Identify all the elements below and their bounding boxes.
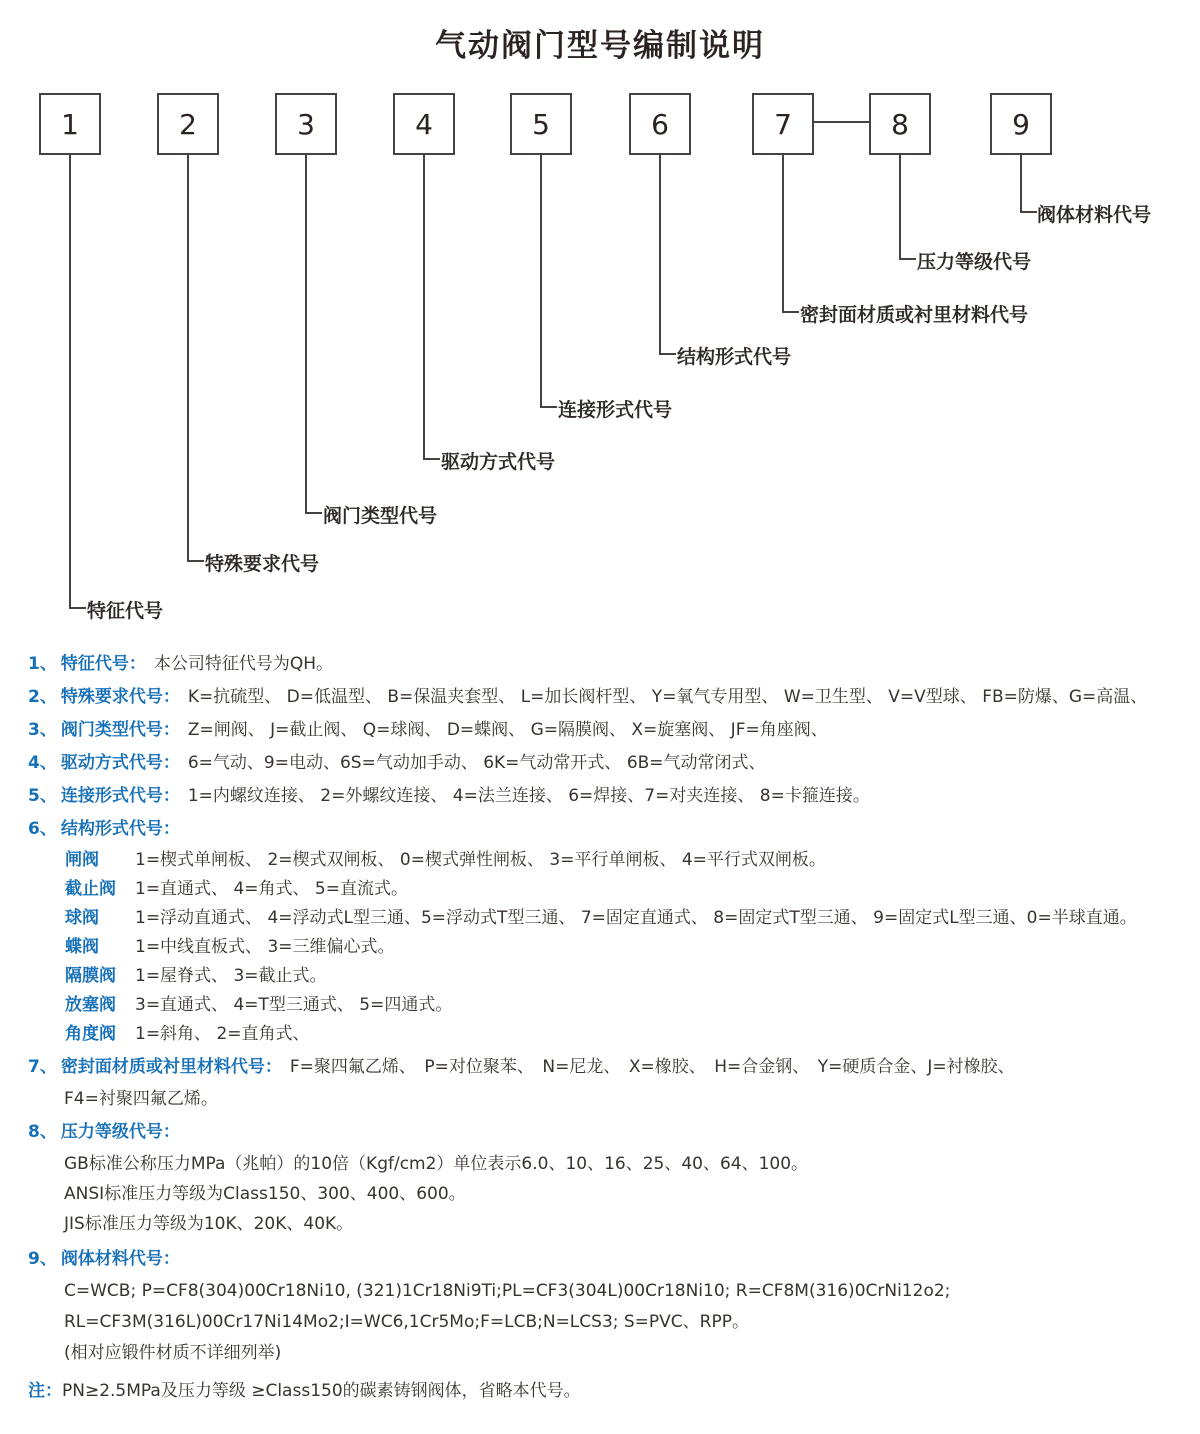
section-8-line-gb: GB标准公称压力MPa（兆帕）的10倍（Kgf/cm2）单位表示6.0、10、16、25、40、64、100。 [64, 1154, 809, 1174]
structure-row-globe-valve [28, 875, 1190, 904]
leader-line-6 [659, 155, 676, 355]
footer-note [28, 1375, 1190, 1408]
section-6-rows [28, 846, 1190, 1049]
section-8-line-jis: JIS标准压力等级为10K、20K、40K。 [64, 1214, 354, 1234]
section-6-number: 6、 [28, 819, 57, 839]
code-box-6: 6 [629, 93, 691, 155]
code-box-3: 3 [275, 93, 337, 155]
section-4-title: 驱动方式代号： [60, 753, 180, 773]
note-content: PN≥2.5MPa及压力等级 ≥Class150的碳素铸钢阀体，省略本代号。 [62, 1381, 581, 1401]
section-6-header [28, 813, 1190, 846]
leader-line-2 [187, 155, 204, 562]
section-2-number: 2、 [28, 687, 57, 707]
section-7-number: 7、 [28, 1057, 57, 1077]
structure-row-diaphragm-valve [28, 962, 1190, 991]
section-5-content: 1=内螺纹连接、 2=外螺纹连接、 4=法兰连接、 6=焊接、7=对夹连接、 8=卡箍连接。 [187, 786, 870, 806]
section-4-content: 6=气动、9=电动、6S=气动加手动、 6K=气动常开式、 6B=气动常闭式、 [187, 753, 766, 773]
section-1-title: 特征代号： [60, 654, 146, 674]
structure-row-angle-valve [28, 1020, 1190, 1049]
structure-row-plug-valve [28, 991, 1190, 1020]
structure-row-content: 1=斜角、 2=直角式、 [135, 1024, 310, 1044]
structure-row-content: 1=屋脊式、 3=截止式。 [135, 966, 327, 986]
code-box-4: 4 [393, 93, 455, 155]
section-6-title: 结构形式代号： [60, 819, 180, 839]
section-8-title: 压力等级代号： [60, 1122, 180, 1142]
section-1-number: 1、 [28, 654, 57, 674]
section-9-line3: (相对应锻件材质不详细列举) [64, 1343, 282, 1363]
box7-box8-connector-line [814, 121, 869, 123]
leader-line-4 [423, 155, 440, 460]
code-label-5: 连接形式代号 [558, 399, 673, 421]
section-9-header [28, 1243, 1190, 1276]
structure-row-content: 1=浮动直通式、 4=浮动式L型三通、5=浮动式T型三通、 7=固定直通式、 8=固定式T型三通、 9=固定式L型三通、0=半球直通。 [135, 908, 1137, 928]
code-label-6: 结构形式代号 [677, 346, 792, 368]
structure-row-content: 1=直通式、 4=角式、 5=直流式。 [135, 879, 408, 899]
section-3-content: Z=闸阀、 J=截止阀、 Q=球阀、 D=蝶阀、 G=隔膜阀、 X=旋塞阀、 JF=角座阀、 [187, 720, 828, 740]
section-4 [28, 747, 1190, 780]
code-box-7: 7 [752, 93, 814, 155]
leader-line-8 [899, 155, 916, 260]
structure-row-ball-valve [28, 904, 1190, 933]
note-prefix: 注： [28, 1381, 62, 1401]
code-label-9: 阀体材料代号 [1037, 204, 1152, 226]
leader-line-3 [305, 155, 322, 514]
leader-line-5 [540, 155, 557, 408]
leader-line-1 [69, 155, 86, 609]
structure-row-label: 蝶阀 [65, 937, 99, 957]
section-3-title: 阀门类型代号： [60, 720, 180, 740]
section-8 [28, 1116, 1190, 1239]
code-box-9: 9 [990, 93, 1052, 155]
code-label-8: 压力等级代号 [917, 251, 1032, 273]
page-title: 气动阀门型号编制说明 [435, 28, 765, 64]
section-8-line-ansi: ANSI标准压力等级为Class150、300、400、600。 [64, 1184, 466, 1204]
section-9-number: 9、 [28, 1249, 57, 1269]
section-7-title: 密封面材质或衬里材料代号： [60, 1057, 282, 1077]
structure-row-label: 放塞阀 [65, 995, 116, 1015]
structure-row-gate-valve [28, 846, 1190, 875]
code-box-8: 8 [869, 93, 931, 155]
code-label-1: 特征代号 [87, 600, 164, 622]
section-9 [28, 1243, 1190, 1369]
code-label-7: 密封面材质或衬里材料代号 [800, 304, 1029, 326]
section-7 [28, 1051, 1190, 1114]
structure-row-label: 截止阀 [65, 879, 116, 899]
structure-row-label: 闸阀 [65, 850, 99, 870]
section-3 [28, 714, 1190, 747]
section-4-number: 4、 [28, 753, 57, 773]
section-9-line1: C=WCB; P=CF8(304)00Cr18Ni10, (321)1Cr18Ni9Ti;PL=CF3(304L)00Cr18Ni10; R=CF8M(316)0CrNi12o2; [64, 1281, 951, 1301]
code-box-2: 2 [157, 93, 219, 155]
section-1 [28, 648, 1190, 681]
section-2-content: K=抗硫型、 D=低温型、 B=保温夹套型、 L=加长阀杆型、 Y=氧气专用型、 W=卫生型、 V=V型球、 FB=防爆、G=高温、 [187, 687, 1148, 707]
structure-row-content: 1=中线直板式、 3=三维偏心式。 [135, 937, 395, 957]
section-2-title: 特殊要求代号： [60, 687, 180, 707]
section-7-content: F=聚四氟乙烯、 P=对位聚苯、 N=尼龙、 X=橡胶、 H=合金钢、 Y=硬质合金、J=衬橡胶、 [289, 1057, 1015, 1077]
structure-row-label: 角度阀 [65, 1024, 116, 1044]
section-9-title: 阀体材料代号： [60, 1249, 180, 1269]
code-box-1: 1 [39, 93, 101, 155]
section-8-number: 8、 [28, 1122, 57, 1142]
section-2 [28, 681, 1190, 714]
section-3-number: 3、 [28, 720, 57, 740]
section-9-line2: RL=CF3M(316L)00Cr17Ni14Mo2;I=WC6,1Cr5Mo;F=LCB;N=LCS3; S=PVC、RPP。 [64, 1312, 749, 1332]
section-5-title: 连接形式代号： [60, 786, 180, 806]
code-box-5: 5 [510, 93, 572, 155]
section-5-number: 5、 [28, 786, 57, 806]
structure-row-label: 球阀 [65, 908, 99, 928]
section-8-header [28, 1116, 1190, 1149]
leader-line-9 [1020, 155, 1037, 213]
section-5 [28, 780, 1190, 813]
structure-row-content: 1=楔式单闸板、 2=楔式双闸板、 0=楔式弹性闸板、 3=平行单闸板、 4=平行式双闸板。 [135, 850, 826, 870]
structure-row-label: 隔膜阀 [65, 966, 116, 986]
explanation-text [28, 648, 1190, 1408]
section-1-content: 本公司特征代号为QH。 [153, 654, 334, 674]
section-7-line1 [28, 1051, 1190, 1084]
code-label-3: 阀门类型代号 [323, 505, 438, 527]
leader-line-7 [782, 155, 799, 313]
structure-row-butterfly-valve [28, 933, 1190, 962]
code-label-4: 驱动方式代号 [441, 451, 556, 473]
section-7-line2: F4=衬聚四氟乙烯。 [64, 1089, 218, 1109]
code-label-2: 特殊要求代号 [205, 553, 320, 575]
structure-row-content: 3=直通式、 4=T型三通式、 5=四通式。 [135, 995, 453, 1015]
